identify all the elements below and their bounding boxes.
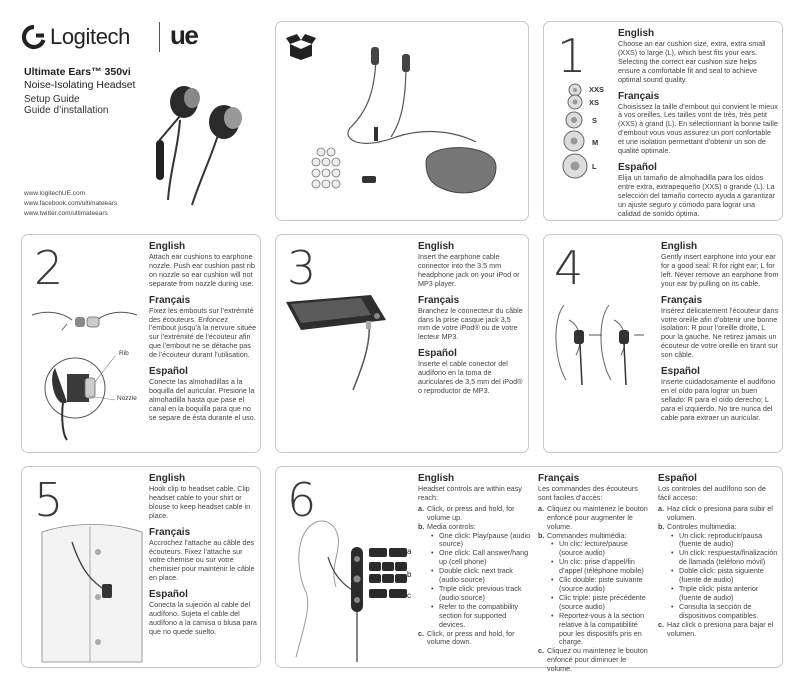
letter-a: a.	[418, 503, 424, 513]
list-item: • Un clic: prise d’appel/fin d’appel (téléphone mobile)	[547, 558, 653, 576]
list-item: • Reportez-vous à la section relative à la compatibilité pour les dispositifs pris en charge.	[547, 612, 653, 648]
step2-french-text: Fixez les embouts sur l’extrémité des écouteurs. Enfoncez l’embout jusqu’à la nervure située sur l’extrémité de l’écouteur afin que l’embout ne se détache pas de l’écouteur durant l’utilisation.	[149, 305, 257, 360]
step6-english-title: English	[418, 473, 455, 484]
step5-text	[149, 473, 257, 643]
step1-spanish-title: Español	[618, 161, 657, 173]
step5-panel	[21, 466, 261, 668]
step4-panel	[543, 234, 783, 453]
step3-french-text: Branchez le connecteur du câble dans la prise casque jack 3,5 mm de votre iPod® ou de votre lecteur MP3.	[418, 305, 523, 342]
guide-title-en: Setup Guide	[24, 94, 80, 105]
list-item: • Un click: respuesta/finalización de llamada (teléfono móvil)	[667, 549, 778, 567]
step6-french	[538, 473, 653, 674]
step6-english-a: Click, or press and hold, for volume up.	[427, 503, 515, 522]
letter-c: c.	[418, 628, 424, 638]
letter-b: b.	[418, 521, 425, 531]
step2-english-title: English	[149, 241, 186, 252]
step5-english-text: Hook clip to headset cable. Clip headset cable to your shirt or blouse to keep headset cable in place.	[149, 484, 251, 520]
list-item: • Consulta la sección de dispositivos compatibles.	[667, 603, 778, 621]
step4-english-text: Gently insert earphone into your ear for a good seal: R for right ear; L for left. Never remove an earphone from your ear by pulling on its cable.	[661, 252, 779, 288]
control-label-c: c	[407, 591, 411, 600]
list-item: • One click: Call answer/hang up (cell phone)	[427, 549, 533, 567]
guide-title-fr: Guide d’installation	[24, 105, 109, 116]
step5-french-text: Accrochez l’attache au câble des écouteurs. Fixez l’attache sur votre chemise ou sur votre chemisier pour maintenir le câble en place.	[149, 537, 255, 583]
rib-label: Rib	[119, 350, 129, 357]
headset-illustration	[140, 80, 260, 220]
step2-panel	[21, 234, 261, 453]
step2-number: 2	[34, 241, 64, 295]
nozzle-label: Nozzle	[117, 395, 137, 402]
step1-french-text: Choisissez la taille d’embout qui convient le mieux à vos oreilles. Les tailles vont de très, très petit (XXS) à grand (L). En sélectionnant la bonne taille d’embout vous vous assurez un port confortable et une isolation permettant d’obtenir un son de qualité optimale.	[618, 101, 778, 156]
step5-number: 5	[34, 473, 64, 527]
list-item: • Refer to the compatibility section for supported devices.	[427, 603, 533, 630]
link-website[interactable]: www.logitechUE.com	[24, 190, 86, 197]
letter-b: b.	[538, 530, 545, 540]
step3-english-title: English	[418, 241, 455, 252]
step6-french-b: Commandes multimédia:	[547, 530, 627, 540]
letter-c: c.	[658, 619, 664, 629]
ue-logo: ue	[170, 20, 198, 50]
letter-c: c.	[538, 646, 544, 656]
list-item: • Triple click: pista anterior (fuente de audio)	[667, 585, 778, 603]
step3-spanish-text: Inserte el cable conector del audífono en la toma de auriculares de 3,5 mm del iPod® o reproductor de MP3.	[418, 359, 523, 395]
letter-a: a.	[658, 503, 664, 513]
step1-french-title: Français	[618, 90, 660, 102]
list-item: • Clic triple: piste précédente (source audio)	[547, 594, 653, 612]
step4-english-title: English	[661, 241, 698, 252]
step1-number: 1	[557, 29, 587, 83]
size-label-s: S	[592, 116, 598, 125]
cushion-m-icon	[563, 130, 585, 152]
list-item: • One click: Play/pause (audio source)	[427, 532, 533, 550]
step6-french-title: Français	[538, 473, 580, 484]
list-item: • Un click: reproducir/pausa (fuente de audio)	[667, 532, 778, 550]
step2-spanish-title: Español	[149, 366, 188, 378]
cushion-l-icon	[562, 153, 588, 179]
shirt-clip-illustration	[42, 522, 142, 662]
step1-panel	[543, 21, 783, 221]
step3-panel	[275, 234, 529, 453]
step1-text	[618, 28, 778, 225]
step6-spanish	[658, 473, 778, 638]
brand-divider	[159, 22, 160, 52]
step4-french-title: Français	[661, 294, 703, 306]
step4-spanish-title: Español	[661, 366, 700, 378]
step4-number: 4	[554, 241, 584, 295]
step6-spanish-b: Controles multimedia:	[667, 521, 737, 531]
step6-number: 6	[287, 473, 317, 527]
step6-french-a: Cliquez ou maintenez le bouton enfoncé pour augmenter le volume.	[547, 503, 648, 531]
step6-english-intro: Headset controls are within easy reach:	[418, 484, 522, 502]
step2-text	[149, 241, 257, 429]
list-item: • Clic double: piste suivante (source audio)	[547, 576, 653, 594]
ear-insert-illustration	[554, 300, 649, 390]
step4-text	[661, 241, 779, 429]
step3-english-text: Insert the earphone cable connector into the 3.5 mm headphone jack on your iPod or MP3 player.	[418, 252, 520, 288]
step6-spanish-title: Español	[658, 473, 697, 484]
control-label-b: b	[407, 570, 412, 579]
step5-spanish-text: Conecta la sujeción al cable del audífono. Sujeta el cable del audífono a la camisa o blusa para que no quede suelto.	[149, 600, 257, 636]
step4-spanish-text: Inserte cuidadosamente el audífono en el oído para lograr un buen sellado: R para el oído derecho; L para el izquierdo. No tire nunca del cable para extraer un auricular.	[661, 377, 776, 422]
step3-text	[418, 241, 524, 402]
cushion-s-icon	[565, 111, 583, 129]
cover-section	[0, 0, 265, 225]
step6-english-c: Click, or press and hold, for volume down.	[427, 628, 515, 647]
step6-spanish-c: Haz click o presiona para bajar el volumen.	[667, 619, 774, 638]
headset-contents-illustration	[306, 42, 516, 212]
step4-french-text: Insérez délicatement l’écouteur dans votre oreille afin d’obtenir une bonne isolation: R pour l’oreille droite, L pour la gauche. Ne retirez jamais un écouteur de votre oreille en tirant sur son câble.	[661, 305, 779, 360]
step5-english-title: English	[149, 473, 186, 484]
link-twitter[interactable]: www.twitter.com/ultimateears	[24, 210, 108, 217]
cushion-xs-icon	[567, 94, 583, 110]
player-connection-illustration	[281, 290, 411, 400]
step2-french-title: Français	[149, 294, 191, 306]
step6-french-intro: Les commandes des écouteurs sont faciles d’accès:	[538, 484, 638, 502]
step6-panel	[275, 466, 783, 674]
box-contents-panel	[275, 21, 529, 221]
step1-english-title: English	[618, 28, 655, 39]
brand-name: Logitech	[50, 24, 130, 49]
link-facebook[interactable]: www.facebook.com/ultimateears	[24, 200, 118, 207]
step2-spanish-text: Conecte las almohadillas a la boquilla del auricular. Presione la almohadilla hasta que pase el canal en la boquilla para que no se separe de ésta durante el uso.	[149, 377, 256, 422]
step5-french-title: Français	[149, 526, 191, 538]
step2-english-text: Attach ear cushions to earphone nozzle. Push ear cushion past rib on nozzle so ear cushion will not separate from nozzle during use.	[149, 252, 255, 288]
size-label-xxs: XXS	[589, 85, 605, 94]
list-item: • Un clic: lecture/pause (source audio)	[547, 540, 653, 558]
step3-french-title: Français	[418, 294, 460, 306]
logitech-logo-icon	[22, 25, 46, 49]
step3-spanish-title: Español	[418, 348, 457, 360]
size-label-m: M	[592, 138, 599, 147]
letter-a: a.	[538, 503, 544, 513]
size-label-l: L	[592, 162, 597, 171]
size-label-xs: XS	[589, 98, 600, 107]
step6-english	[418, 473, 533, 647]
cushion-attach-illustration	[27, 290, 142, 440]
step6-spanish-intro: Los controles del audífono son de fácil acceso:	[658, 484, 766, 502]
product-name: Ultimate Ears™ 350vi	[24, 66, 131, 78]
control-label-a: a	[407, 547, 412, 556]
step6-spanish-a: Haz click o presiona para subir el volumen.	[667, 503, 773, 522]
step6-french-c: Cliquez ou maintenez le bouton enfoncé pour diminuer le volume.	[547, 646, 648, 674]
step3-number: 3	[287, 241, 317, 295]
control-buttons-diagram	[368, 547, 410, 603]
list-item: • Double click: next track (audio source)	[427, 567, 533, 585]
step1-english-text: Choose an ear cushion size, extra, extra small (XXS) to large (L), which best fits your ears. Selecting the correct ear cushion size helps ensure a comfortable fit and seal to achieve optimal sound quality.	[618, 39, 766, 84]
list-item: • Triple click: previous track (audio source)	[427, 585, 533, 603]
step1-spanish-text: Elija un tamaño de almohadilla para los oídos entre extra, extrapequeño (XXS) o grande (L). La selección del tamaño correcto ayuda a garantizar un ajuste seguro y cómodo para lograr una calidad de sonido óptima.	[618, 172, 776, 218]
step6-english-b: Media controls:	[427, 521, 476, 531]
product-description: Noise-Isolating Headset	[24, 79, 136, 91]
letter-b: b.	[658, 521, 665, 531]
step5-spanish-title: Español	[149, 589, 188, 601]
list-item: • Doble click: pista siguiente (fuente de audio)	[667, 567, 778, 585]
